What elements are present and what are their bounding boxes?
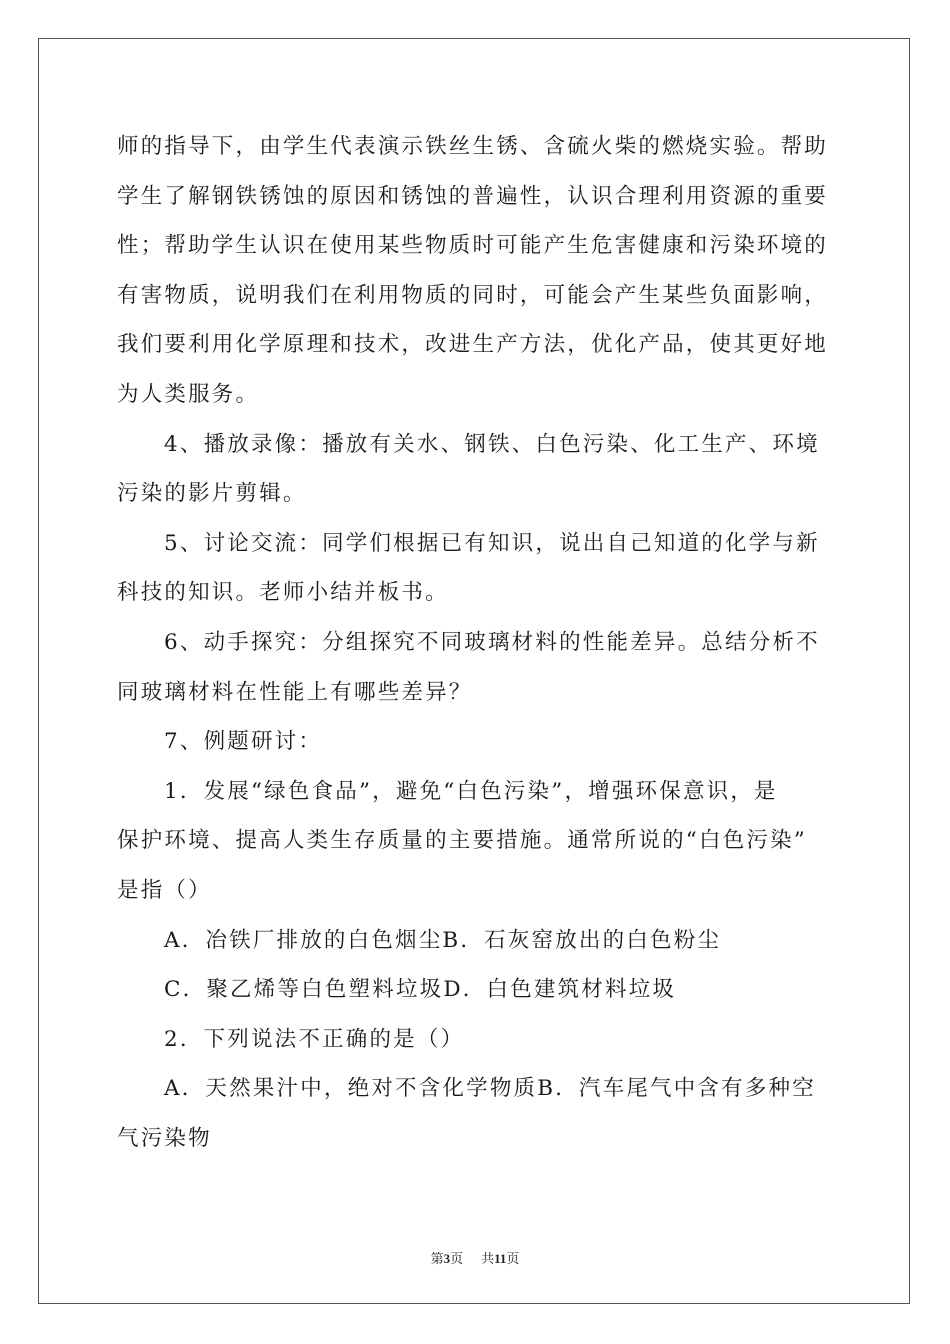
total-suffix: 页 [506,1251,520,1266]
text-line: 是指（） [117,877,212,903]
question-1-options-ab: A．冶铁厂排放的白色烟尘B．石灰窑放出的白色粉尘 [164,927,722,953]
total-pages: 11 [494,1251,507,1266]
document-body [117,122,835,1163]
paragraph-item-7: 7、例题研讨： [164,729,323,755]
text-line: 为人类服务。 [117,381,260,407]
text-line: 师的指导下，由学生代表演示铁丝生锈、含硫火柴的燃烧实验。帮助 [117,134,829,159]
text-line: 学生了解钢铁锈蚀的原因和锈蚀的普遍性，认识合理利用资源的重要 [117,183,829,209]
page-prefix: 第 [430,1251,444,1266]
text-line: 气污染物 [117,1125,212,1151]
text-line: 有害物质，说明我们在利用物质的同时，可能会产生某些负面影响， [117,282,829,308]
question-2-options-ab: A．天然果汁中，绝对不含化学物质B．汽车尾气中含有多种空 [164,1076,816,1102]
text-line: 我们要利用化学原理和技术，改进生产方法，优化产品，使其更好地 [117,332,829,358]
question-1: 1．发展“绿色食品”，避免“白色污染”，增强环保意识，是 [164,778,778,804]
page-footer [0,1248,950,1267]
text-line: 保护环境、提高人类生存质量的主要措施。通常所说的“白色污染” [117,828,807,854]
question-1-options-cd: C．聚乙烯等白色塑料垃圾D．白色建筑材料垃圾 [164,977,677,1003]
text-line: 同玻璃材料在性能上有哪些差异？ [117,679,473,705]
paragraph-item-5: 5、讨论交流：同学们根据已有知识，说出自己知道的化学与新 [164,530,820,556]
page-number: 3 [443,1251,451,1266]
text-line: 科技的知识。老师小结并板书。 [117,580,449,606]
question-2: 2．下列说法不正确的是（） [164,1026,465,1052]
total-prefix: 共 [481,1251,495,1266]
text-line: 污染的影片剪辑。 [117,481,307,507]
page-suffix: 页 [450,1251,464,1266]
text-line: 性；帮助学生认识在使用某些物质时可能产生危害健康和污染环境的 [117,233,829,259]
paragraph-item-4: 4、播放录像：播放有关水、钢铁、白色污染、化工生产、环境 [164,431,820,457]
paragraph-item-6: 6、动手探究：分组探究不同玻璃材料的性能差异。总结分析不 [164,629,820,655]
